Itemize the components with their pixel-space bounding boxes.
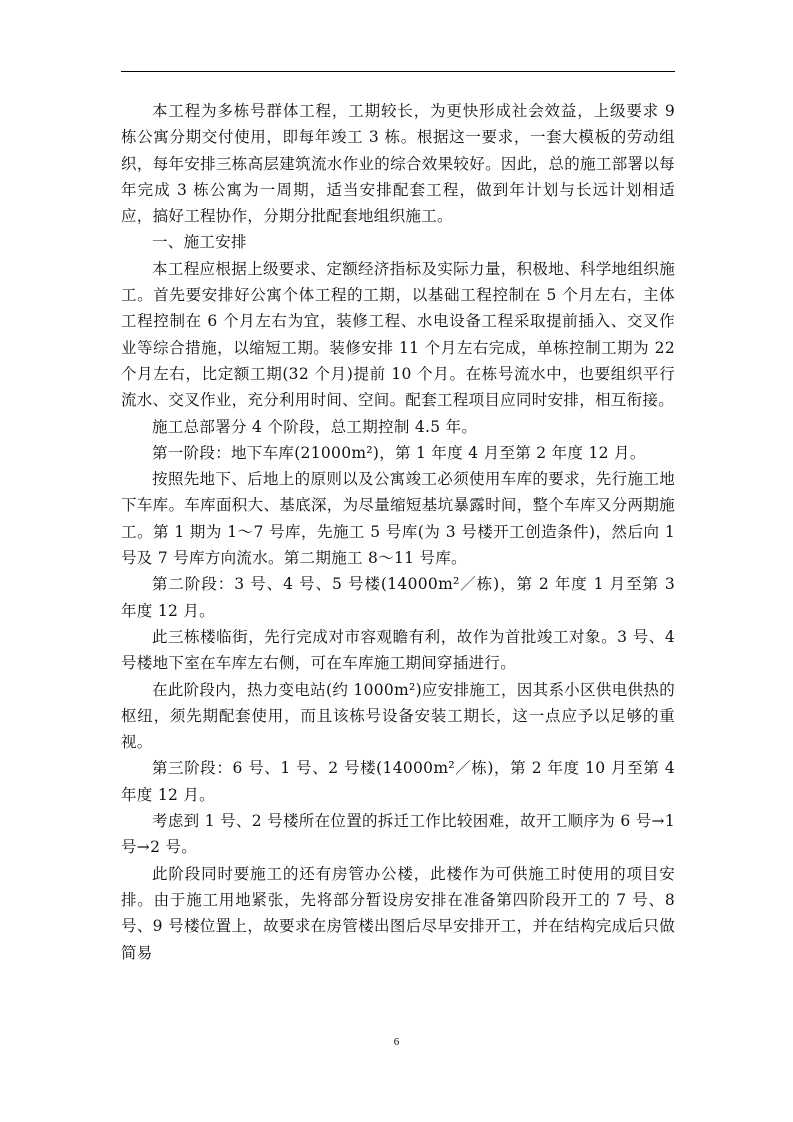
paragraph: 本工程为多栋号群体工程，工期较长，为更快形成社会效益，上级要求 9 栋公寓分期交付使用，即每年竣工 3 栋。根据这一要求，一套大模板的劳动组织，每年安排三栋高层建筑流水作业的综合效果较好。因此，总的施工部署以每年完成 3 栋公寓为一周期，适当安排配套工程，做到年计划与长远计划相适应，搞好工程协作，分期分批配套地组织施工。 <box>121 102 675 226</box>
paragraph: 第三阶段：6 号、1 号、2 号楼(14000m²／栋)，第 2 年度 10 月至第 4 年度 12 月。 <box>121 759 675 804</box>
paragraph: 本工程应根据上级要求、定额经济指标及实际力量，积极地、科学地组织施工。首先要安排好公寓个体工程的工期，以基础工程控制在 5 个月左右，主体工程控制在 6 个月左右为宜，装修工程、水电设备工程采取提前插入、交叉作业等综合措施，以缩短工期。装修安排 11 个月左右完成，单栋控制工期为 22 个月左右，比定额工期(32 个月)提前 10 个月。在栋号流水中，也要组织平行流水、交叉作业，充分利用时间、空间。配套工程项目应同时安排，相互衔接。 <box>121 259 675 410</box>
document-body <box>121 98 675 966</box>
header-rule <box>121 71 675 72</box>
paragraph: 此三栋楼临街，先行完成对市容观瞻有利，故作为首批竣工对象。3 号、4 号楼地下室在车库左右侧，可在车库施工期间穿插进行。 <box>121 627 675 673</box>
paragraph: 第二阶段：3 号、4 号、5 号楼(14000m²／栋)，第 2 年度 1 月至第 3 年度 12 月。 <box>121 575 675 620</box>
paragraph: 第一阶段：地下车库(21000m²)，第 1 年度 4 月至第 2 年度 12 月。 <box>152 443 646 462</box>
paragraph: 施工总部署分 4 个阶段，总工期控制 4.5 年。 <box>152 417 478 436</box>
section-heading: 一、施工安排 <box>152 233 247 252</box>
paragraph: 在此阶段内，热力变电站(约 1000m²)应安排施工，因其系小区供电供热的枢纽，须先期配套使用，而且该栋号设备安装工期长，这一点应予以足够的重视。 <box>121 680 675 752</box>
page-number: 6 <box>393 1036 400 1048</box>
paragraph: 按照先地下、后地上的原则以及公寓竣工必须使用车库的要求，先行施工地下车库。车库面积大、基底深，为尽量缩短基坑暴露时间，整个车库又分两期施工。第 1 期为 1～7 号库，先施工 5 号库(为 3 号楼开工创造条件)，然后向 1 号及 7 号库方向流水。第二期施工 8～11 号库。 <box>121 470 675 568</box>
paragraph: 考虑到 1 号、2 号楼所在位置的拆迁工作比较困难，故开工顺序为 6 号→1 号→2 号。 <box>121 812 675 857</box>
paragraph: 此阶段同时要施工的还有房管办公楼，此楼作为可供施工时使用的项目安排。由于施工用地紧张，先将部分暂设房安排在准备第四阶段开工的 7 号、8 号、9 号楼位置上，故要求在房管楼出图后尽早安排开工，并在结构完成后只做简易 <box>121 864 675 962</box>
